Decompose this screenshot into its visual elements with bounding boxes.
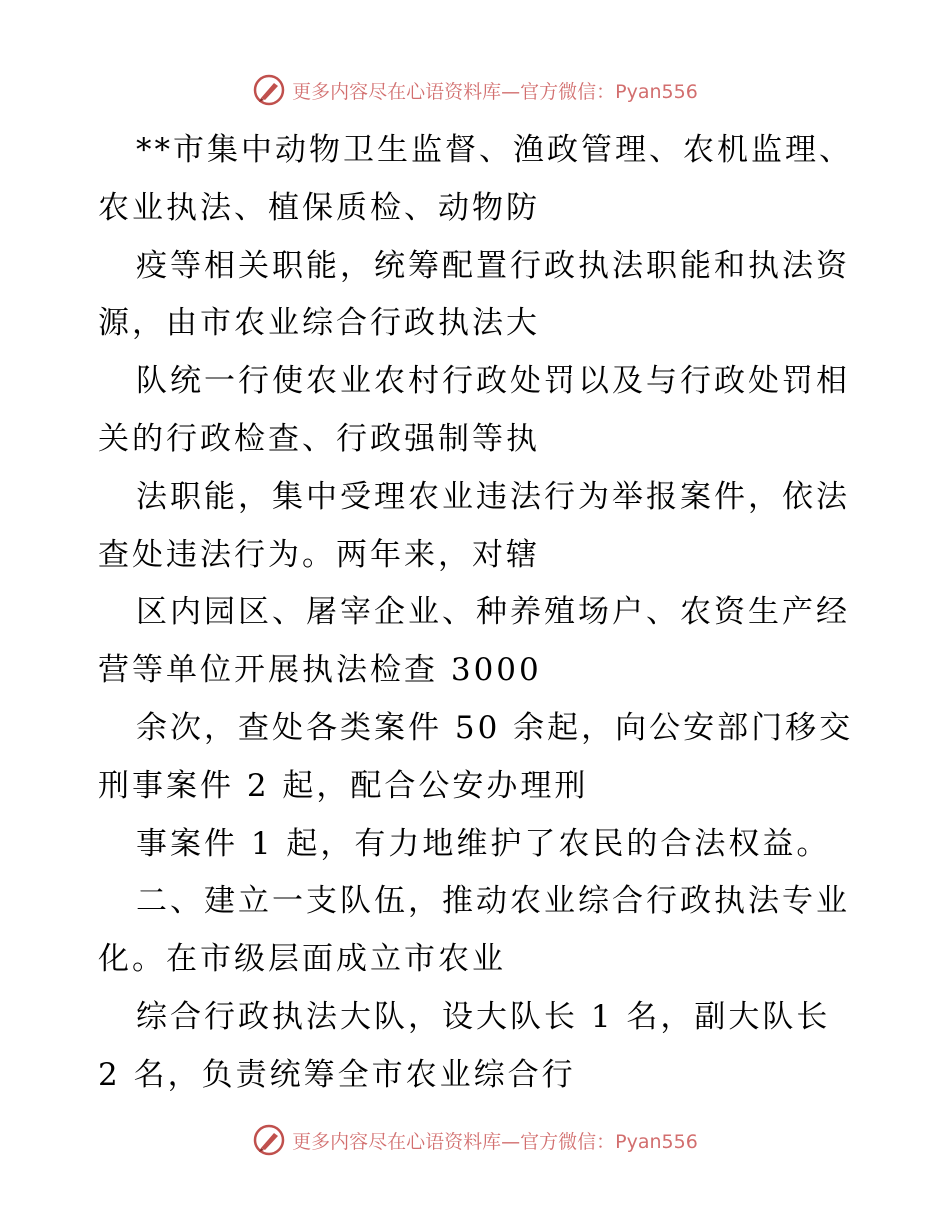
pen-seal-icon: [252, 73, 286, 107]
footer-banner-text: 更多内容尽在心语资料库—官方微信：Pyan556: [292, 1130, 698, 1153]
text-line-13: 事案件 1 起，有力地维护了农民的合法权益。: [136, 825, 831, 862]
pen-seal-icon: [252, 1123, 286, 1157]
text-line-15: 化。在市级层面成立市农业: [98, 941, 506, 978]
text-line-16: 综合行政执法大队，设大队长 1 名，副大队长: [136, 998, 831, 1035]
text-line-7: 法职能，集中受理农业违法行为举报案件，依法: [136, 478, 850, 515]
document-body: [98, 122, 858, 1105]
header-banner: [0, 70, 950, 110]
footer-banner: [0, 1120, 950, 1160]
text-line-3: 疫等相关职能，统筹配置行政执法职能和执法资: [136, 247, 850, 284]
text-line-8: 查处违法行为。两年来，对辖: [98, 536, 540, 573]
text-line-10: 营等单位开展执法检查 3000: [98, 652, 542, 689]
text-line-11: 余次，查处各类案件 50 余起，向公安部门移交: [136, 709, 854, 746]
text-line-17: 2 名，负责统筹全市农业综合行: [98, 1056, 576, 1093]
header-banner-text: 更多内容尽在心语资料库—官方微信：Pyan556: [292, 80, 698, 103]
text-line-1: **市集中动物卫生监督、渔政管理、农机监理、: [136, 132, 853, 168]
text-line-6: 关的行政检查、行政强制等执: [98, 420, 540, 457]
text-line-14: 二、建立一支队伍，推动农业综合行政执法专业: [136, 883, 850, 920]
text-line-4: 源，由市农业综合行政执法大: [98, 305, 540, 342]
text-line-2: 农业执法、植保质检、动物防: [98, 189, 540, 226]
text-line-5: 队统一行使农业农村行政处罚以及与行政处罚相: [136, 363, 850, 400]
text-line-9: 区内园区、屠宰企业、种养殖场户、农资生产经: [136, 594, 850, 631]
text-line-12: 刑事案件 2 起，配合公安办理刑: [98, 767, 589, 804]
